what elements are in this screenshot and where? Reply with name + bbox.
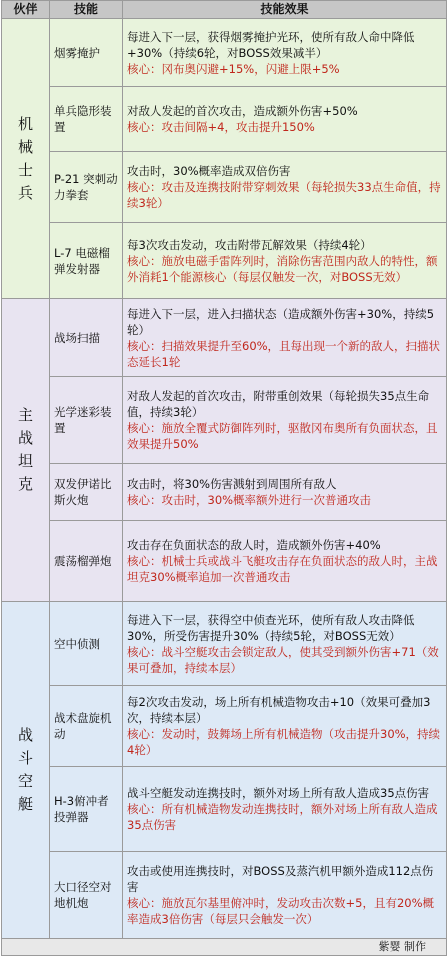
skill-effect (123, 602, 447, 686)
skill-effect (123, 87, 447, 152)
partner-name: 战斗空艇 (17, 726, 33, 813)
effect-desc: 攻击时，将30%伤害溅射到周围所有敌人 (127, 477, 337, 491)
skill-name: 单兵隐形装置 (50, 87, 123, 152)
table-row (2, 686, 447, 767)
table-row (2, 152, 447, 223)
skill-name: 烟雾掩护 (50, 19, 123, 87)
skill-name: H-3俯冲者投弹器 (50, 767, 123, 852)
table-row (2, 377, 447, 464)
effect-desc: 战斗空艇发动连携技时，额外对场上所有敌人造成35点伤害 (127, 786, 430, 800)
effect-desc: 对敌人发起的首次攻击，造成额外伤害+50% (127, 104, 358, 118)
table-row (2, 19, 447, 87)
skill-effect (123, 377, 447, 464)
partner-cell (2, 299, 50, 602)
footer-row (2, 939, 447, 956)
effect-core: 核心：攻击及连携技附带穿刺效果（每轮损失33点生命值，持续3轮） (127, 180, 441, 210)
skill-effect (123, 223, 447, 299)
skill-name: 战术盘旋机动 (50, 686, 123, 767)
skill-table (1, 0, 447, 956)
effect-core: 核心：所有机械造物发动连携技时，额外对场上所有敌人造成35点伤害 (127, 802, 438, 832)
effect-desc: 每2次攻击发动，场上所有机械造物攻击+10（效果可叠加3次，持续本层） (127, 695, 431, 725)
skill-name: 光学迷彩装置 (50, 377, 123, 464)
effect-desc: 每进入下一层，获得烟雾掩护光环，使所有敌人命中降低+30%（持续6轮，对BOSS效果减半） (127, 29, 415, 60)
header-skill: 技能 (50, 1, 123, 19)
skill-name: 震荡榴弹炮 (50, 521, 123, 602)
skill-effect (123, 852, 447, 939)
skill-effect (123, 152, 447, 223)
skill-name: 战场扫描 (50, 299, 123, 377)
table-row (2, 464, 447, 521)
partner-cell (2, 19, 50, 299)
effect-desc: 对敌人发起的首次攻击，附带重创效果（每轮损失35点生命值，持续3轮） (127, 389, 430, 419)
partner-name: 主战坦克 (17, 406, 33, 493)
effect-desc: 每3次攻击发动，攻击附带瓦解效果（持续4轮） (127, 237, 372, 252)
partner-cell (2, 602, 50, 939)
credit: 紫婴 制作 (2, 939, 447, 956)
header-partner: 伙伴 (2, 1, 50, 19)
effect-desc: 每进入下一层，进入扫描状态（造成额外伤害+30%，持续5轮） (127, 306, 435, 337)
effect-desc: 攻击时，30%概率造成双倍伤害 (127, 164, 291, 178)
table-row (2, 602, 447, 686)
table-row (2, 521, 447, 602)
effect-core: 核心：发动时，鼓舞场上所有机械造物（攻击提升30%，持续4轮） (127, 727, 441, 757)
effect-core: 核心：攻击间隔+4，攻击提升150% (127, 120, 315, 134)
effect-desc: 攻击存在负面状态的敌人时，造成额外伤害+40% (127, 538, 381, 552)
table-row (2, 223, 447, 299)
skill-name: P-21 突刺动力拳套 (50, 152, 123, 223)
skill-effect (123, 767, 447, 852)
skill-effect (123, 521, 447, 602)
effect-core: 核心：战斗空艇攻击会锁定敌人，使其受到额外伤害+71（效果可叠加，持续本层） (127, 644, 439, 675)
effect-core: 核心：机械士兵或战斗飞艇攻击存在负面状态的敌人时，主战坦克30%概率追加一次普通攻击 (127, 554, 438, 584)
skill-effect (123, 19, 447, 87)
effect-core: 核心：施放全覆式防御阵列时，驱散冈布奥所有负面状态，且效果提升50% (127, 421, 438, 451)
skill-effect (123, 299, 447, 377)
skill-effect (123, 686, 447, 767)
skill-name: 空中侦测 (50, 602, 123, 686)
table-row (2, 87, 447, 152)
effect-core: 核心：施放瓦尔基里俯冲时，发动攻击次数+5，且有20%概率造成3倍伤害（每层只会触发一次） (127, 896, 435, 926)
table-row (2, 852, 447, 939)
effect-desc: 攻击或使用连携技时，对BOSS及蒸汽机甲额外造成112点伤害 (127, 864, 434, 894)
skill-name: 双发伊诺比斯火炮 (50, 464, 123, 521)
table-row (2, 299, 447, 377)
effect-core: 核心：施放电磁手雷阵列时，消除伤害范围内敌人的特性，额外消耗1个能源核心（每层仅触发一次，对BOSS无效） (127, 253, 438, 284)
effect-core: 核心：攻击时，30%概率额外进行一次普通攻击 (127, 493, 372, 507)
header-effect: 技能效果 (123, 1, 447, 19)
table-row (2, 767, 447, 852)
partner-name: 机械士兵 (17, 114, 33, 202)
skill-effect (123, 464, 447, 521)
header-row (2, 1, 447, 19)
effect-core: 核心：冈布奥闪避+15%，闪避上限+5% (127, 61, 340, 76)
effect-core: 核心：扫描效果提升至60%，且每出现一个新的敌人，扫描状态延长1轮 (127, 338, 441, 369)
skill-name: L-7 电磁榴弹发射器 (50, 223, 123, 299)
skill-name: 大口径空对地机炮 (50, 852, 123, 939)
effect-desc: 每进入下一层，获得空中侦查光环，使所有敌人攻击降低30%，所受伤害提升30%（持续5轮，对BOSS无效） (127, 612, 415, 643)
